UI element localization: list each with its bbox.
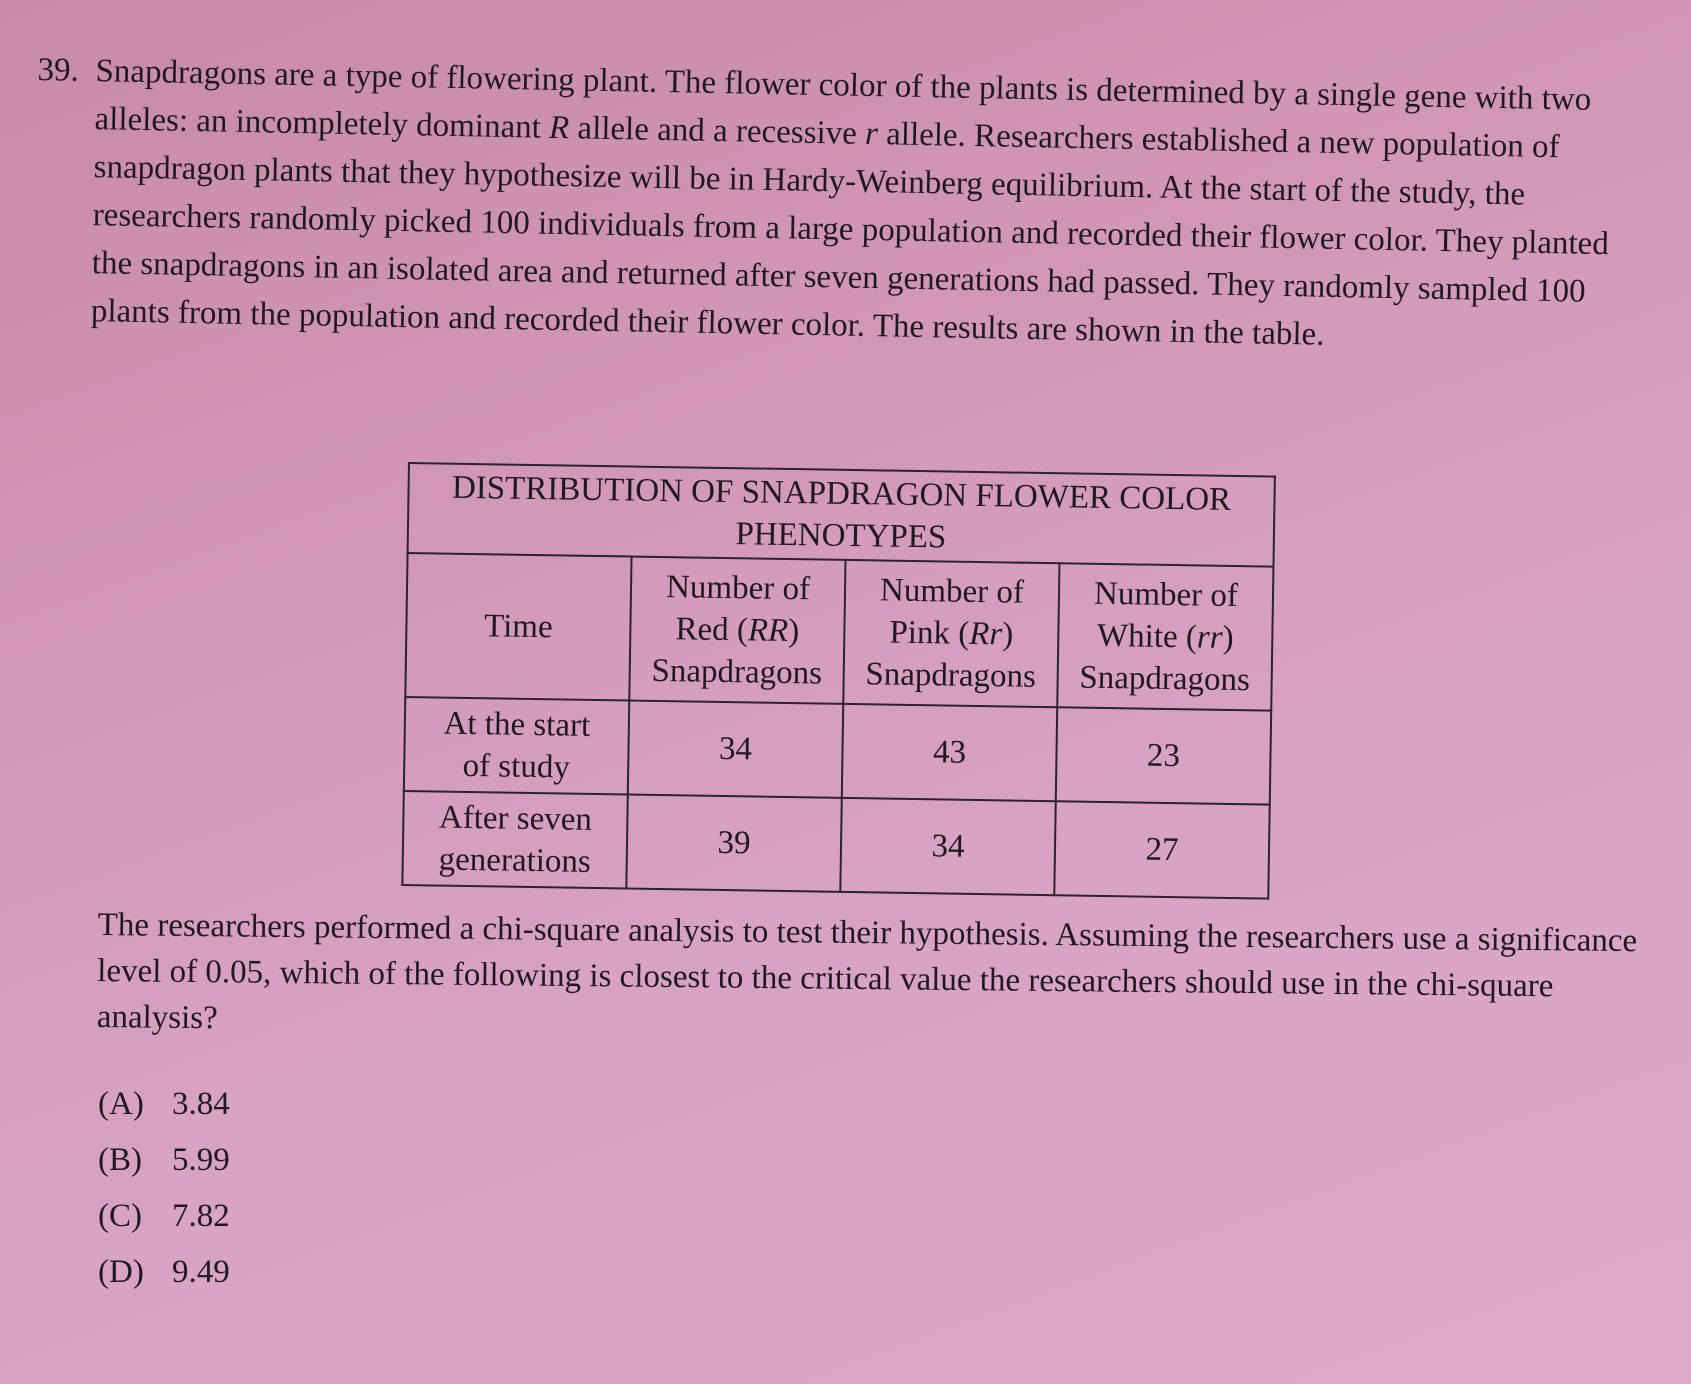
- followup-question: The researchers performed a chi-square analysis to test their hypothesis. Assuming the researchers use a significance level of 0.05, which of the following is closest to the critical value the researchers should use in the chi-square analysis?: [96, 906, 1638, 1037]
- header-time: Time: [405, 553, 631, 701]
- answer-choices: [98, 1076, 230, 1300]
- cell-pink: 43: [842, 704, 1057, 801]
- question-block: [32, 46, 1657, 365]
- header-pink: Number of Pink (Rr) Snapdragons: [843, 560, 1059, 707]
- phenotype-table: [401, 462, 1276, 900]
- recessive-allele: r: [864, 115, 879, 153]
- row-time: After seven generations: [402, 791, 627, 889]
- header-white: Number of White (rr) Snapdragons: [1057, 563, 1273, 710]
- table-row: [402, 791, 1269, 899]
- table-row: [404, 697, 1271, 805]
- choice-b[interactable]: (B) 5.99: [98, 1142, 230, 1178]
- table-title: DISTRIBUTION OF SNAPDRAGON FLOWER COLOR PHENOTYPES: [408, 463, 1275, 567]
- row-time: At the start of study: [404, 697, 629, 795]
- cell-white: 23: [1056, 707, 1271, 804]
- question-text: Snapdragons are a type of flowering plant. The flower color of the plants is determined by a single gene with two alleles: an incompletely dominant R allele and a recessive r allele. Researchers established a new population of snapdragon plants that they hypothesize will be in Hardy-Weinberg equilibrium. At the start of the study, the researchers randomly picked 100 individuals from a large population and recorded their flower color. They planted the snapdragons in an isolated area and returned after seven generations had passed. They randomly sampled 100 plants from the population and recorded their flower color. The results are shown in the table.: [90, 53, 1610, 353]
- header-red: Number of Red (RR) Snapdragons: [629, 557, 845, 704]
- dominant-allele: R: [548, 109, 570, 147]
- choice-c[interactable]: (C) 7.82: [98, 1198, 230, 1234]
- cell-pink: 34: [840, 798, 1055, 895]
- cell-red: 39: [626, 794, 841, 891]
- cell-white: 27: [1054, 801, 1269, 898]
- cell-red: 34: [628, 701, 843, 798]
- choice-a[interactable]: (A) 3.84: [98, 1086, 230, 1122]
- choice-d[interactable]: (D) 9.49: [98, 1254, 230, 1290]
- question-number: 39.: [37, 51, 80, 89]
